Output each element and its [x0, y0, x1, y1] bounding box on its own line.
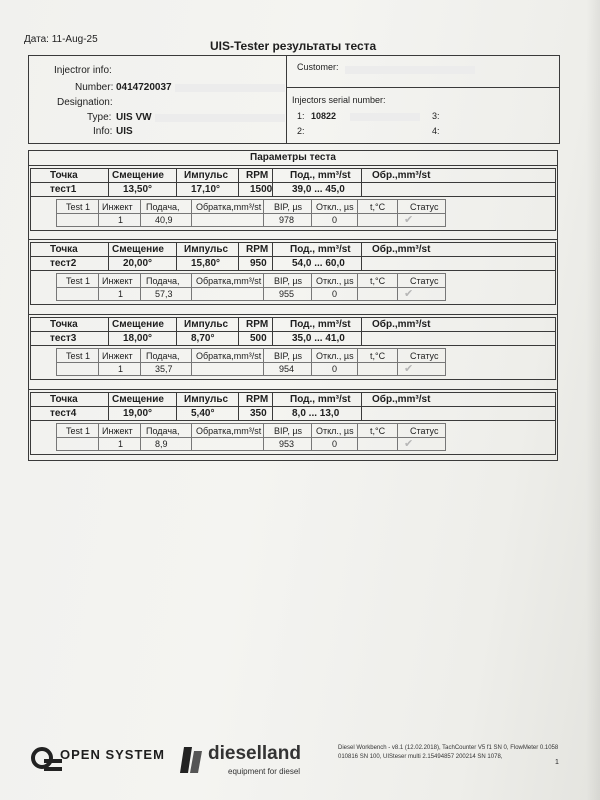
col-header: Импульс: [184, 244, 229, 255]
result-header: Test 1: [66, 202, 91, 212]
test-name: тест4: [50, 408, 77, 419]
result-header: BIP, µs: [274, 426, 303, 436]
result-header: Инжект: [102, 276, 133, 286]
col-header: Импульс: [184, 170, 229, 181]
software-line-1: Diesel Workbench - v8.1 (12.02.2018), TachCounter V5 f1 SN 0, FlowMeter 0.1058: [338, 745, 559, 751]
grid-line: [361, 168, 362, 196]
params-title: Параметры теста: [250, 152, 336, 163]
result-grid-line: [311, 199, 312, 227]
grid-line: [108, 392, 109, 420]
open-system-logo: [30, 745, 165, 777]
result-grid-line: [357, 273, 358, 301]
col-header: Импульс: [184, 319, 229, 330]
col-header: Смещение: [112, 170, 164, 181]
result-grid-line: [191, 273, 192, 301]
result-grid-line: [191, 199, 192, 227]
result-header: t,°C: [370, 202, 386, 212]
result-header: Test 1: [66, 426, 91, 436]
rpm-value: 1500: [250, 184, 273, 195]
paper-shadow: [586, 0, 600, 800]
col-header: Обр.,mm³/st: [372, 319, 431, 330]
result-header: Статус: [410, 351, 439, 361]
serial-index-1: 1:: [297, 111, 305, 121]
grid-line: [272, 317, 273, 345]
test-block-divider: [28, 314, 558, 315]
result-header: Подача,: [146, 276, 180, 286]
result-grid-line: [397, 199, 398, 227]
serial-index-3: 3:: [432, 111, 440, 121]
col-header: Под., mm³/st: [290, 319, 351, 330]
grid-line: [176, 317, 177, 345]
col-header: Точка: [50, 319, 78, 330]
result-header: t,°C: [370, 276, 386, 286]
result-divider: [56, 213, 446, 214]
result-grid-line: [191, 348, 192, 376]
serial-number-label: Injectors serial number:: [292, 95, 386, 105]
grid-line: [108, 168, 109, 196]
result-header: Инжект: [102, 426, 133, 436]
result-grid-line: [140, 348, 141, 376]
serial-index-4: 4:: [432, 126, 440, 136]
software-line-2: 010816 SN 100, UISteser multi 2.15494857 200214 SN 1078,: [338, 754, 503, 760]
result-header: Обратка,mm³/st: [196, 202, 262, 212]
rpm-value: 350: [250, 408, 267, 419]
test-name: тест1: [50, 184, 77, 195]
col-header: Обр.,mm³/st: [372, 244, 431, 255]
result-grid-line: [357, 348, 358, 376]
col-header: RPM: [246, 394, 269, 405]
result-grid-line: [140, 423, 141, 451]
grid-line: [361, 392, 362, 420]
grid-line: [272, 392, 273, 420]
result-grid-line: [140, 273, 141, 301]
result-header: Обратка,mm³/st: [196, 351, 262, 361]
report-title: UIS-Tester результаты теста: [210, 39, 377, 53]
bip-value: 953: [279, 439, 295, 449]
grid-line: [272, 242, 273, 270]
values-divider: [30, 420, 556, 421]
deviation-value: 0: [332, 289, 338, 299]
result-header: Подача,: [146, 202, 180, 212]
grid-line: [238, 317, 239, 345]
result-divider: [56, 437, 446, 438]
status-check-icon: ✔: [404, 288, 414, 300]
test-block-divider: [28, 239, 558, 240]
supply-value: 8,9: [155, 439, 168, 449]
type-label: Type:: [87, 112, 112, 123]
dieselland-mark-icon: [178, 745, 206, 775]
grid-line: [176, 242, 177, 270]
impulse-value: 15,80°: [191, 258, 221, 269]
result-header: BIP, µs: [274, 351, 303, 361]
grid-line: [361, 242, 362, 270]
injector-info-label: Injectror info:: [54, 65, 112, 76]
result-header: Подача,: [146, 351, 180, 361]
col-header: Обр.,mm³/st: [372, 394, 431, 405]
result-divider: [56, 362, 446, 363]
status-check-icon: ✔: [404, 363, 414, 375]
result-divider: [56, 287, 446, 288]
dieselland-text: dieselland: [208, 743, 301, 764]
dieselland-tagline: equipment for diesel: [228, 767, 301, 776]
result-grid-line: [357, 199, 358, 227]
redaction-mark: [345, 66, 475, 74]
result-grid-line: [263, 199, 264, 227]
bip-value: 954: [279, 364, 295, 374]
result-header: Обратка,mm³/st: [196, 276, 262, 286]
test-block-divider: [28, 389, 558, 390]
number-value: 0414720037: [116, 82, 172, 93]
result-grid-line: [357, 423, 358, 451]
result-grid-line: [311, 348, 312, 376]
status-check-icon: ✔: [404, 438, 414, 450]
col-header: Обр.,mm³/st: [372, 170, 431, 181]
col-header: Точка: [50, 170, 78, 181]
col-header: Под., mm³/st: [290, 394, 351, 405]
deviation-value: 0: [332, 439, 338, 449]
delivery-range: 39,0 ... 45,0: [292, 184, 345, 195]
result-header: Статус: [410, 202, 439, 212]
delivery-range: 8,0 ... 13,0: [292, 408, 340, 419]
grid-line: [238, 392, 239, 420]
delivery-range: 54,0 ... 60,0: [292, 258, 345, 269]
test-name: тест2: [50, 258, 77, 269]
inject-value: 1: [118, 364, 124, 374]
col-header: Точка: [50, 394, 78, 405]
offset-value: 13,50°: [123, 184, 153, 195]
grid-line: [361, 317, 362, 345]
result-header: Test 1: [66, 276, 91, 286]
deviation-value: 0: [332, 215, 338, 225]
grid-line: [238, 168, 239, 196]
inject-value: 1: [118, 439, 124, 449]
impulse-value: 17,10°: [191, 184, 221, 195]
result-grid-line: [263, 273, 264, 301]
result-header: Статус: [410, 276, 439, 286]
col-header: Смещение: [112, 244, 164, 255]
result-grid-line: [191, 423, 192, 451]
info-divider: [286, 55, 287, 144]
result-header: Откл., µs: [316, 426, 354, 436]
result-grid-line: [311, 423, 312, 451]
page-number: 1: [555, 759, 559, 766]
supply-value: 40,9: [155, 215, 173, 225]
col-header: Под., mm³/st: [290, 244, 351, 255]
customer-label: Customer:: [297, 62, 339, 72]
redaction-mark: [175, 84, 285, 92]
values-divider: [30, 270, 556, 271]
col-header: Под., mm³/st: [290, 170, 351, 181]
result-header: Инжект: [102, 351, 133, 361]
serial-index-2: 2:: [297, 126, 305, 136]
redaction-mark: [155, 114, 285, 122]
result-header: t,°C: [370, 426, 386, 436]
info-label: Info:: [93, 126, 113, 137]
col-header: RPM: [246, 170, 269, 181]
customer-divider: [286, 87, 560, 88]
rpm-value: 950: [250, 258, 267, 269]
delivery-range: 35,0 ... 41,0: [292, 333, 345, 344]
result-header: Подача,: [146, 426, 180, 436]
result-header: Test 1: [66, 351, 91, 361]
inject-value: 1: [118, 289, 124, 299]
report-date: Дата: 11-Aug-25: [24, 34, 98, 45]
bip-value: 955: [279, 289, 295, 299]
result-header: Обратка,mm³/st: [196, 426, 262, 436]
supply-value: 35,7: [155, 364, 173, 374]
inject-value: 1: [118, 215, 124, 225]
status-check-icon: ✔: [404, 214, 414, 226]
result-header: BIP, µs: [274, 202, 303, 212]
result-grid-line: [311, 273, 312, 301]
dieselland-logo: [178, 743, 328, 779]
values-divider: [30, 345, 556, 346]
offset-value: 19,00°: [123, 408, 153, 419]
result-grid-line: [263, 348, 264, 376]
result-header: Откл., µs: [316, 351, 354, 361]
info-value: UIS: [116, 126, 133, 137]
result-grid-line: [397, 348, 398, 376]
result-grid-line: [263, 423, 264, 451]
designation-label: Designation:: [57, 97, 113, 108]
open-system-text: OPEN SYSTEM: [60, 747, 165, 762]
grid-line: [108, 242, 109, 270]
col-header: Смещение: [112, 394, 164, 405]
result-grid-line: [98, 273, 99, 301]
grid-line: [108, 317, 109, 345]
result-grid-line: [397, 273, 398, 301]
result-header: Статус: [410, 426, 439, 436]
bip-value: 978: [279, 215, 295, 225]
type-value: UIS VW: [116, 112, 152, 123]
result-grid-line: [140, 199, 141, 227]
result-header: BIP, µs: [274, 276, 303, 286]
offset-value: 18,00°: [123, 333, 153, 344]
result-grid-line: [98, 199, 99, 227]
grid-line: [176, 168, 177, 196]
serial-value-1: 10822: [311, 111, 337, 121]
col-header: RPM: [246, 319, 269, 330]
result-grid-line: [98, 348, 99, 376]
values-divider: [30, 196, 556, 197]
col-header: Точка: [50, 244, 78, 255]
result-grid-line: [397, 423, 398, 451]
offset-value: 20,00°: [123, 258, 153, 269]
result-header: Откл., µs: [316, 276, 354, 286]
impulse-value: 8,70°: [191, 333, 215, 344]
col-header: RPM: [246, 244, 269, 255]
number-label: Number:: [75, 82, 114, 93]
result-header: Инжект: [102, 202, 133, 212]
col-header: Смещение: [112, 319, 164, 330]
supply-value: 57,3: [155, 289, 173, 299]
col-header: Импульс: [184, 394, 229, 405]
result-grid-line: [98, 423, 99, 451]
impulse-value: 5,40°: [191, 408, 215, 419]
redaction-mark: [350, 113, 420, 121]
result-header: t,°C: [370, 351, 386, 361]
deviation-value: 0: [332, 364, 338, 374]
grid-line: [238, 242, 239, 270]
result-header: Откл., µs: [316, 202, 354, 212]
rpm-value: 500: [250, 333, 267, 344]
grid-line: [176, 392, 177, 420]
params-title-divider: [28, 165, 558, 166]
test-name: тест3: [50, 333, 77, 344]
